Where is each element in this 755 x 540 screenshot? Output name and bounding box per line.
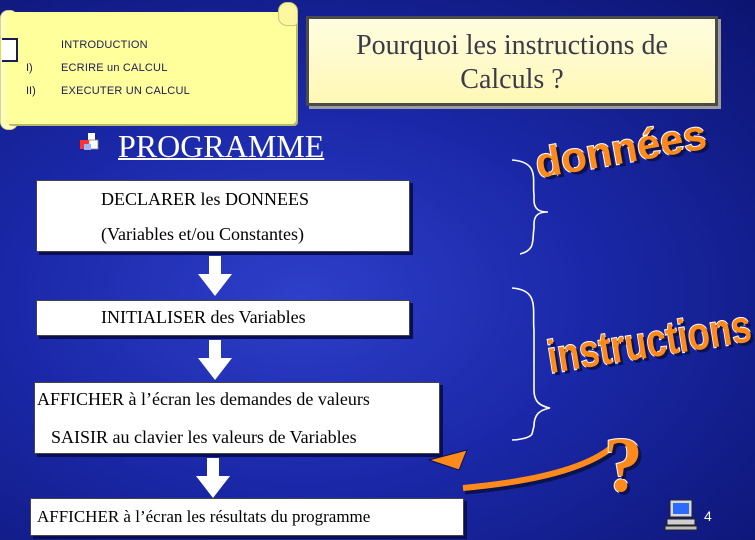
arrow-down-icon [196,458,230,498]
page-title-line2: Calculs ? [460,64,564,95]
initialiser-box [36,300,410,336]
scroll-curl-icon [278,2,298,26]
nav-item-executer-calcul[interactable]: EXECUTER UN CALCUL [61,85,190,97]
declarer-line2: (Variables et/ou Constantes) [101,224,304,244]
nav-item-num-1: I) [26,62,33,74]
computer-icon[interactable] [664,498,698,532]
brace-instructions [512,288,550,440]
nav-item-introduction[interactable]: INTRODUCTION [61,39,148,51]
title-box [306,16,718,106]
navigation-panel [6,12,296,124]
nav-item-num-2: II) [26,85,36,97]
initialiser-line1: INITIALISER des Variables [101,307,306,327]
arrow-down-icon [198,256,232,296]
afficher-saisir-box [34,382,440,454]
afficher-resultats-box [30,498,464,536]
declarer-box [36,180,410,252]
section-heading: PROGRAMME [118,128,325,164]
brace-group [500,150,570,440]
question-mark: ? [604,421,643,508]
declarer-line1: DECLARER les DONNEES [101,189,309,209]
donnees-label: données [531,110,710,188]
squares-bullet-icon [80,133,100,151]
nav-item-ecrire-calcul[interactable]: ECRIRE un CALCUL [61,62,168,74]
page-title [309,29,715,97]
instructions-label: instructions [543,299,755,384]
arrow-down-icon [198,340,232,380]
page-number: 4 [704,508,712,524]
loop-back-arrow-icon [425,440,620,500]
page-title-line1: Pourquoi les instructions de [356,30,668,61]
bookmark-tab-icon [2,38,18,62]
afficher-demandes-line: AFFICHER à l’écran les demandes de valeurs [37,389,370,409]
afficher-resultats-line: AFFICHER à l’écran les résultats du programme [37,507,371,526]
saisir-line: SAISIR au clavier les valeurs de Variables [51,427,357,447]
